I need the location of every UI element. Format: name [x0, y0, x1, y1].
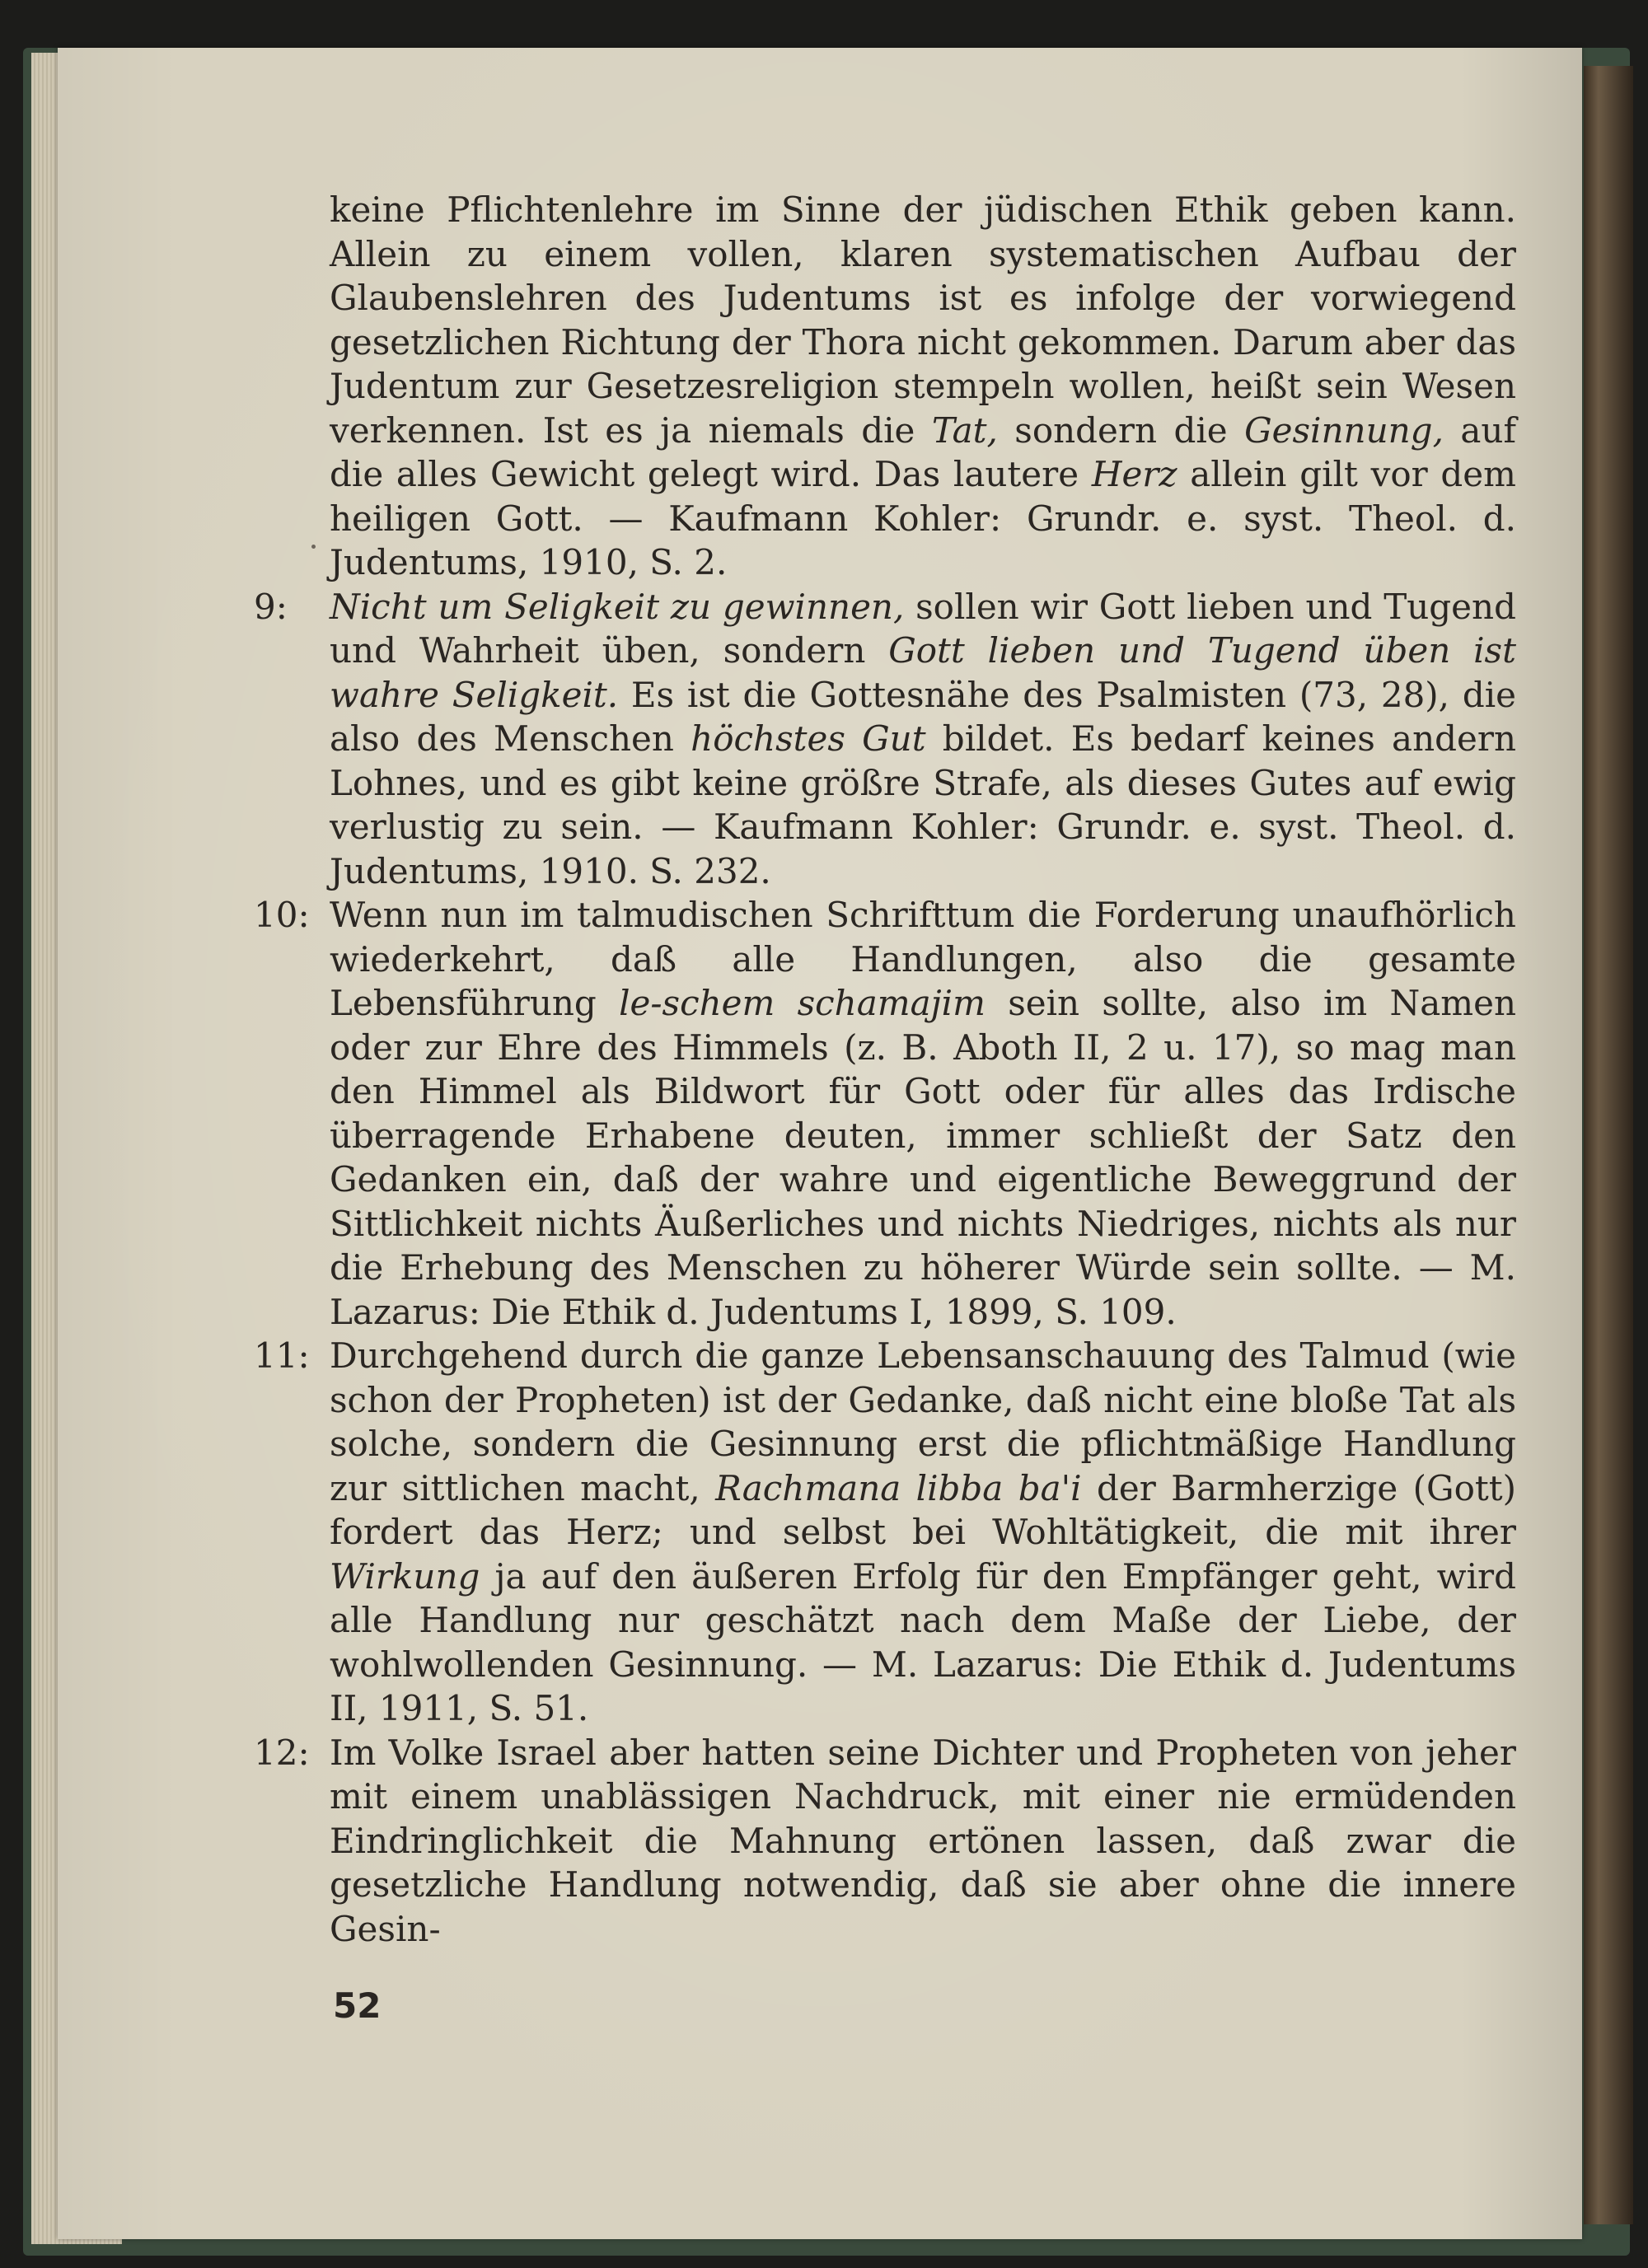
note-11-text-2: der Barmherzige (Gott) fordert das Herz; und selbst bei Wohltätigkeit, die mit ihrer	[330, 1467, 1516, 1552]
note-9-italic-3: höchstes Gut	[691, 718, 926, 759]
note-9-italic-2: Gott lieben und Tugend üben ist wahre Seligkeit.	[330, 630, 1516, 715]
note-9-text-2: Es ist die Gottesnähe des Psalmisten (73, 28), die also des Menschen	[330, 674, 1516, 759]
note-10-text-2: sein sollte, also im Namen oder zur Ehre des Himmels (z. B. Aboth II, 2 u. 17), so mag man den Himmel als Bildwort für Gott oder für alles das Irdische überragende Erhabene deuten, immer schließt der Satz den Gedanken ein, daß der wahre und eigentliche Beweggrund der Sittlichkeit nichts Äußerliches und nichts Niedriges, nichts als nur die Erhebung des Menschen zu höherer Würde sein sollte. — M. Lazarus: Die Ethik d. Judentums I, 1899, S. 109.	[330, 983, 1517, 1332]
page-text	[254, 188, 1517, 1951]
note-11-italic-1: Rachmana libba ba'i	[715, 1467, 1082, 1508]
intro-italic-tat: Tat,	[931, 409, 998, 451]
note-10-italic-1: le-schem schamajim	[619, 983, 986, 1023]
note-11	[254, 1334, 1516, 1731]
note-10	[254, 893, 1517, 1334]
note-11-italic-2: Wirkung	[330, 1555, 480, 1597]
intro-text-2: sondern die	[997, 409, 1245, 451]
intro-text-4: allein gilt vor dem heiligen Gott. — Kaufmann Kohler: Grundr. e. syst. Theol. d. Judentums, 1910, S. 2.	[330, 454, 1516, 582]
note-12	[254, 1731, 1516, 1952]
intro-paragraph	[330, 188, 1516, 585]
note-9	[254, 585, 1517, 894]
intro-text-1: keine Pflichtenlehre im Sinne der jüdischen Ethik geben kann. Allein zu einem vollen, klaren systematischen Aufbau der Glaubenslehren des Judentums ist es infolge der vorwiegend gesetzlichen Richtung der Thora nicht gekommen. Darum aber das Judentum zur Gesetzesreligion stempeln wollen, heißt sein Wesen verkennen. Ist es ja niemals die	[330, 189, 1516, 451]
note-12-text-1: Im Volke Israel aber hatten seine Dichter und Propheten von jeher mit einem unablässigen Nachdruck, mit einer nie ermüdenden Eindringlichkeit die Mahnung ertönen lassen, daß zwar die gesetzliche Handlung notwendig, daß sie aber ohne die innere Gesin-	[330, 1732, 1516, 1949]
margin-dot	[311, 545, 316, 549]
note-9-text-3: bildet. Es bedarf keines andern Lohnes, und es gibt keine größre Strafe, als dieses Gutes auf ewig verlustig zu sein. — Kaufmann Kohler: Grundr. e. syst. Theol. d. Judentums, 1910. S. 232.	[330, 718, 1517, 891]
note-9-text-1: sollen wir Gott lieben und Tugend und Wahrheit üben, sondern	[330, 586, 1516, 671]
note-11-text-1: Durchgehend durch die ganze Lebensanschauung des Talmud (wie schon der Propheten) ist der Gedanke, daß nicht eine bloße Tat als solche, sondern die Gesinnung erst die pflichtmäßige Handlung zur sittlichen macht,	[330, 1335, 1516, 1508]
page-number: 52	[333, 1985, 382, 2026]
note-number: 9:	[254, 586, 288, 627]
note-number: 12:	[254, 1732, 310, 1773]
note-9-italic-1: Nicht um Seligkeit zu gewinnen,	[330, 586, 905, 627]
note-number: 11:	[254, 1335, 310, 1376]
note-number: 10:	[254, 895, 310, 935]
intro-italic-gesinnung: Gesinnung,	[1244, 409, 1444, 451]
note-11-text-3: ja auf den äußeren Erfolg für den Empfänger geht, wird alle Handlung nur geschätzt nach dem Maße der Liebe, der wohlwollenden Gesinnung. — M. Lazarus: Die Ethik d. Judentums II, 1911, S. 51.	[330, 1555, 1516, 1728]
intro-italic-herz: Herz	[1091, 454, 1177, 494]
note-10-text-1: Wenn nun im talmudischen Schrifttum die Forderung unaufhörlich wiederkehrt, daß alle Handlungen, also die gesamte Lebensführung	[330, 895, 1516, 1023]
intro-text-3: auf die alles Gewicht gelegt wird. Das lautere	[330, 409, 1516, 494]
facing-page-edge	[1584, 66, 1633, 2224]
